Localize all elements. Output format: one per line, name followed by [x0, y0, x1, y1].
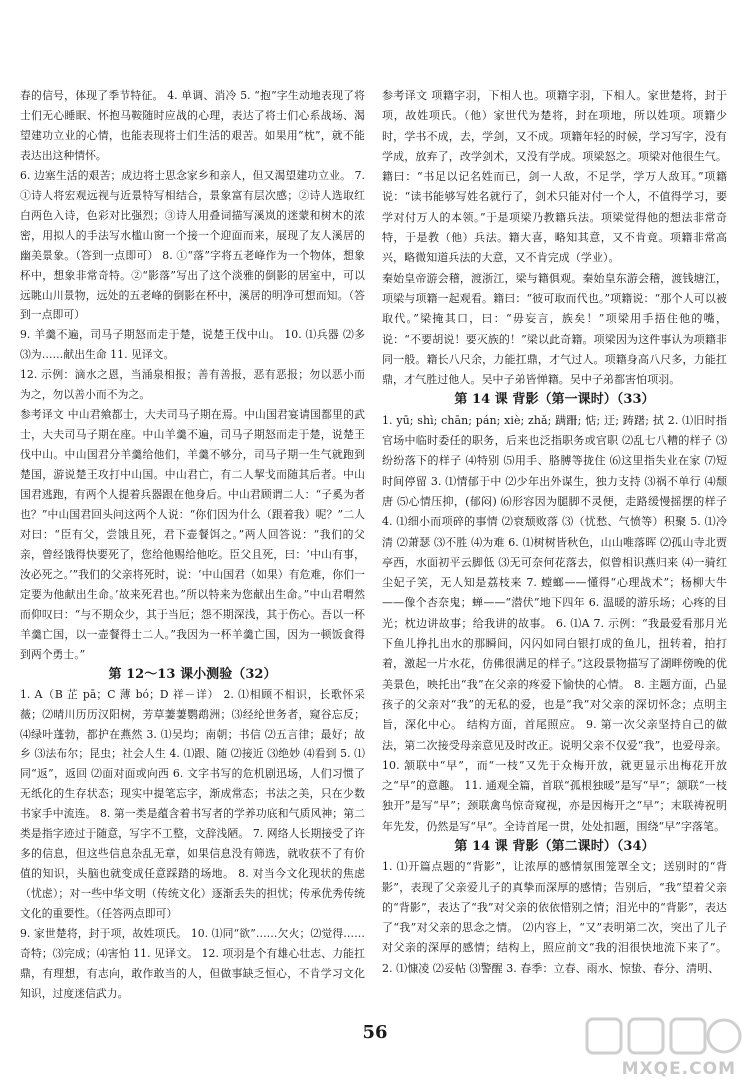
right-column: [382, 86, 727, 979]
answer-paragraph: 9. 羊羹不遍，司马子期怒而走于楚，说楚王伐中山。 10. ⑴兵器 ⑵多 ⑶为……献出生命 11. 见译文。: [20, 328, 365, 362]
section-heading: 第 14 课 背影（第一课时）（33）: [454, 392, 655, 408]
watermark-text: MXQE.COM: [621, 1059, 736, 1079]
left-column: [20, 86, 365, 1004]
answer-paragraph: 秦始皇帝游会稽，渡浙江，梁与籍俱观。秦始皇东游会稽，渡钱塘江，项梁与项籍一起观看。籍曰：“彼可取而代也。”项籍说：“那个人可以被取代。”梁掩其口，曰：“毋妄言，族矣！”项梁用手捂住他的嘴，说：“不要胡说！要灭族的！”梁以此奇籍。项梁因为这件事认为项籍非同一般。籍长八尺余，力能扛鼎，才气过人。项籍身高八尺多，力能扛鼎，才气胜过他人。吴中子弟皆惮籍。吴中子弟都害怕项羽。: [382, 271, 727, 387]
answer-paragraph: 6. 边塞生活的艰苦；成边将士思念家乡和亲人，但又渴望建功立业。 7. ①诗人将宏观远视与近景特写相结合，景象富有层次感；②诗人选取红白两色入诗，色彩对比强烈；③诗人用叠词描写溪岚的迷蒙和树木的浓密，用拟人的手法写水槛山窗一个接一个迎面而来，展现了友人溪居的幽美景象。（答到一点即可） 8. ①“落”字将五老峰作为一个物体，想象杯中，想象非常奇特。②“影落”写出了这个淡雅的倒影的居室中，可以远眺山川景物，远处的五老峰的倒影在杯中，溪居的明净可想而知。（答到一点即可）: [20, 168, 365, 322]
section-heading: 第 12～13 课小测验（32）: [108, 666, 277, 682]
answer-paragraph: 参考译文 项籍字羽，下相人也。项籍字羽，下相人。家世楚将，封于项，故姓项氏。（他）家世代为楚将，封在项地，所以姓项。项籍少时，学书不成，去，学剑，又不成。项籍年轻的时候，学习写字，没有学成，放弃了，改学剑术，又没有学成。项梁怒之。项梁对他很生气。籍曰：“书足以记名姓而已，剑一人敌，不足学，学万人敌耳。”项籍说：“读书能够写姓名就行了，剑术只能对付一个人，不值得学习，要学对付万人的本领。”于是项梁乃教籍兵法。项梁觉得他的想法非常奇特，于是教（他）兵法。籍大喜，略知其意，又不肯竟。项籍非常高兴，略微知道兵法的大意，又不肯完成（学业）。: [382, 89, 727, 265]
answer-paragraph: 9. 家世楚将，封于项，故姓项氏。 10. ⑴同“欲”……欠火；⑵觉得……奇特；⑶完成；⑷害怕 11. 见译文。 12. 项羽是个有雄心壮志、力能扛鼎，有理想，有志向，敢作敢当的人，但做事缺乏恒心，不肯学习文化知识，过度迷信武力。: [20, 927, 365, 1000]
answer-paragraph: 1. ⑴开篇点题的“背影”，让浓厚的感情氛围笼罩全文；送别时的“背影”，表现了父亲爱儿子的真挚而深厚的感情；告别后，“我”望着父亲的“背影”，表达了“我”对父亲的依依惜别之情；泪光中的“背影”，表达了“我”对父亲的思念之情。 ⑵内容上，“又”表明第二次，突出了儿子对父亲的深厚的感情；结构上，照应前文“我的泪很快地流下来了”。 2. ⑴慷凌 ⑵妥帖 ⑶警醒 3. 春季：立春、雨水、惊蛰、春分、清明、: [382, 860, 727, 975]
answer-paragraph: 12. 示例：滴水之恩，当涌泉相报；善有善报，恶有恶报；勿以恶小而为之，勿以善小而不为之。: [20, 368, 365, 402]
page-number: 56: [362, 1022, 388, 1043]
answer-paragraph: 1. yū; shì; chān; pán; xiè; zhǎ; 蹒跚; 惦; 迂; 踌躇; 拭 2. ⑴旧时指官场中临时委任的职务，后来也泛指职务或官职 ⑵乱七八糟的样子 ⑶纷纷落下的样子 ⑷特别 ⑸用手、胳膊等拢住 ⑹这里指失业在家 ⑺短时间停留 3. ⑴情郁于中 ⑵少年出外谋生，独力支持 ⑶祸不单行 ⑷颓唐 ⑸心情压抑，(郁闷) ⑹形容因为腿脚不灵便，走路缓慢摇摆的样子 4. ⑴细小而项碎的事情 ⑵衰颓败落 ⑶（忧愁、气愤等）积聚 5. ⑴冷清 ⑵萧瑟 ⑶不胜 ⑷为难 6. ⑴树树皆秋色，山山唯落晖 ⑵孤山寺北贾亭西，水面初平云脚低 ⑶无可奈何花落去，似曾相识燕归来 ⑷一骑红尘妃子笑，无人知是荔枝来 7. 螳螂——懂得“心理战术”；杨柳大牛——像个杏奈鬼；蝉——“潜伏”地下四年 6. 温暖的游乐场；心疼的目光；枕边讲故事；给我讲的故事。 6. ⑴A 7. 示例：“我最爱看那月光下鱼儿挣扎出水的那瞬间，闪闪如同白银打成的鱼儿，扭转着，拍打着，激起一片水花，仿佛很满足的样子。”这段景物描写了湖畔傍晚的优美景色，映托出“我”在父亲的疼爱下愉快的心情。 8. 主题方面，凸显孩子的父亲对“我”的无私的爱，也是“我”对父亲的深切怀念；点明主旨，深化中心。 结构方面，首尾照应。 9. 第一次父亲坚持自己的做法，第二次接受母亲意见及时改正。说明父亲不仅爱“我”，也爱母亲。 10. 颔联中“早”，而“一枝”又先于众梅开放，就更显示出梅花开放之“早”的意趣。 11. 通观全篇，首联“孤根独暖”是写“早”；颔联“一枝独开”是写“早”；颈联禽鸟惊奇窥视，亦是因梅开之“早”；末联祷祝明年先发，仍然是写“早”。全诗首尾一贯，处处扣题，围绕“早”字落笔。: [382, 413, 727, 833]
section-heading: 第 14 课 背影（第二课时）（34）: [454, 838, 655, 854]
answer-paragraph: 1. A（B 芷 pā；C 薄 bó；D 祥－详） 2. ⑴相顾不相识，长歌怀采薇；⑵晴川历历汉阳树，芳草萋萋鹦鹉洲；⑶经纶世务者，窥谷忘反；⑷绿叶蓬勃，都护在燕然 3. ⑴吴均；南朝；书信 ⑵五言律；最好；故乡 ⑶法布尔；昆虫；社会人生 4. ⑴跟、随 ⑵接近 ⑶绝妙 ⑷看到 5. ⑴同“返”，返回 ⑵面对面或向西 6. 文字书写的危机剧迅场，人们习惯了无纸化的生存状态；现实中提笔忘字，渐成常态；书法之美，只在少数书家手中流连。 8. 第一类是蕴含着书写者的学养功底和气质风神；第二类是指字迹过于随意，写字不工整，文辞浅陋。 7. 网络人长期接受了许多的信息，但这些信息杂乱无章，如果信息没有筛选，就收获不了有价值的知识，头脑也就变成任意踩踏的场地。 8. 对当今文化现状的焦虑（忧虑）；对一些中华文明（传统文化）逐渐丢失的担忧；传承优秀传统文化的重要性。（任答两点即可）: [20, 687, 365, 921]
answer-paragraph: 春的信号，体现了季节特征。 4. 单调、消冷 5. “抱”字生动地表现了将士们无心睡眠、怀抱马鞍随时应战的心理，表达了将士们心系战场、渴望建功立业的心情，也能表现将士们生活的艰苦。如果用“枕”，就不能表达出这种情怀。: [20, 89, 365, 162]
answer-paragraph: 参考译文 中山君飨都士，大夫司马子期在焉。中山国君宴请国都里的武士，大夫司马子期在座。中山羊羹不遍，司马子期怒而走于楚，说楚王伐中山。中山国君分羊羹给他们，羊羹不够分，司马子期一生气就跑到楚国，游说楚王攻打中山国。中山君亡，有二人挈戈而随其后者。中山国君逃跑，有两个人提着兵器跟在他身后。中山君顾谓二人：“子奚为者也？”中山国君回头问这两个人说：“你们因为什么（跟着我）呢？”二人对曰：“臣有父，尝饿且死，君下壶餐饵之。”两人回答说：“我们的父亲，曾经饿得快要死了，您给他赐给他吃。臣父且死，曰：‘中山有事，汝必死之。’”我们的父亲将死时，说：‘中山国君（如果）有危难，你们一定要为他献出生命。’故来死君也。”所以特来为您献出生命。”中山君喟然而仰叹曰：“与不期众少，其于当厄；怨不期深浅，其于伤心。吾以一杯羊羹亡国，以一壶餐得士二人。”我因为一杯羊羹亡国，因为一顿饭食得到两个勇士。”: [20, 408, 365, 661]
